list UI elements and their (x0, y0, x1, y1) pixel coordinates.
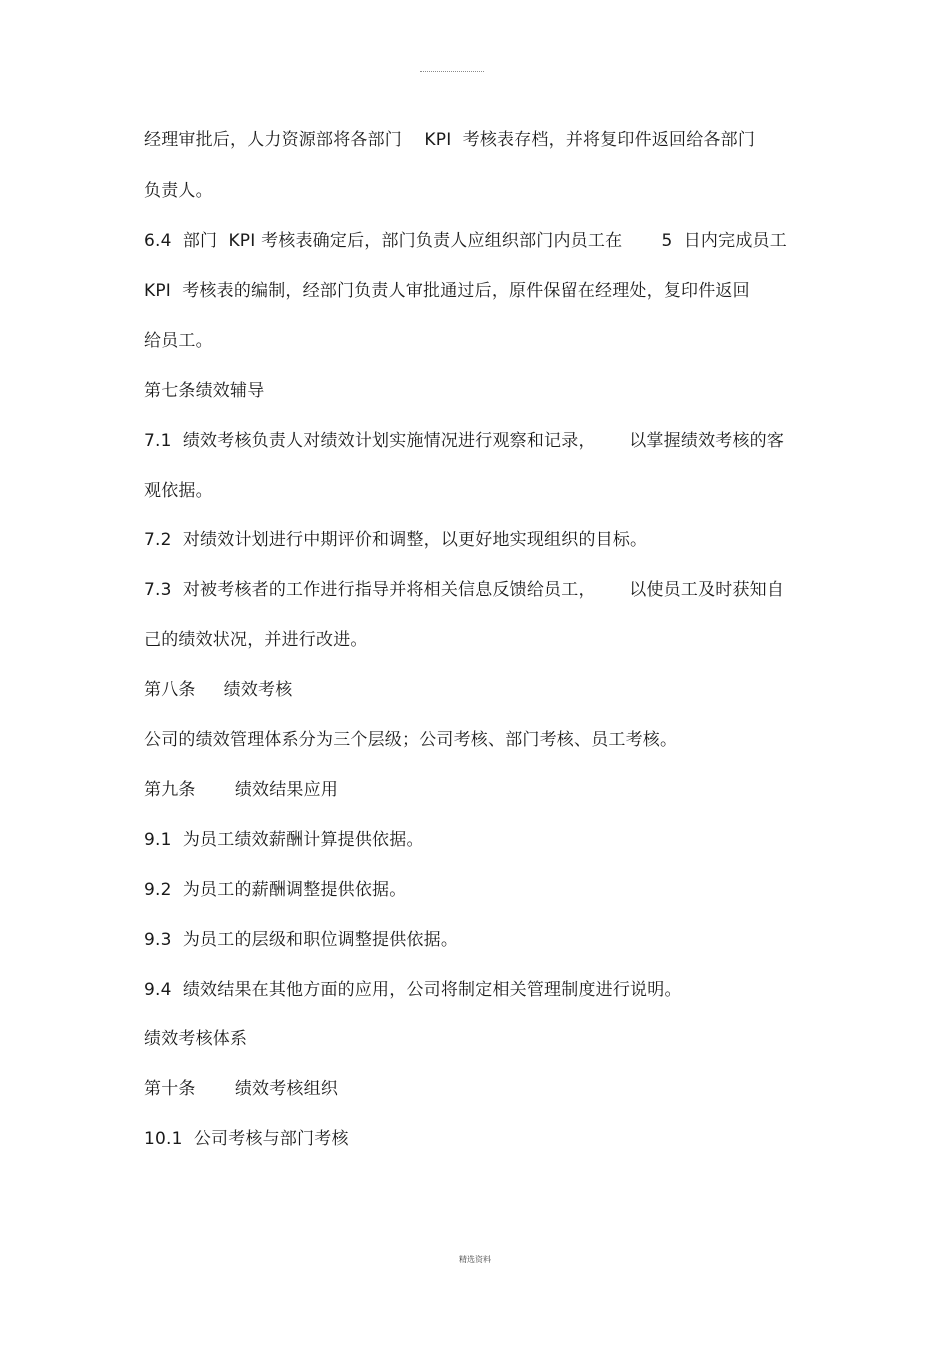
text-line: 7.2 对绩效计划进行中期评价和调整，以更好地实现组织的目标。 (144, 530, 648, 550)
text-line: 公司的绩效管理体系分为三个层级；公司考核、部门考核、员工考核。 (144, 730, 678, 750)
article-heading: 第十条 绩效考核组织 (144, 1079, 339, 1099)
text-line: 7.1 绩效考核负责人对绩效计划实施情况进行观察和记录， 以掌握绩效考核的客 (144, 431, 785, 451)
article-heading: 第七条绩效辅导 (144, 381, 265, 401)
text-line: 9.1 为员工绩效薪酬计算提供依据。 (144, 830, 424, 850)
article-heading: 第九条 绩效结果应用 (144, 780, 339, 800)
page-footer: 精选资料 (459, 1255, 491, 1264)
text-line: 9.2 为员工的薪酬调整提供依据。 (144, 880, 407, 900)
text-line: 负责人。 (144, 181, 213, 201)
text-line: 9.4 绩效结果在其他方面的应用，公司将制定相关管理制度进行说明。 (144, 980, 682, 1000)
text-line: 经理审批后，人力资源部将各部门 KPI 考核表存档，并将复印件返回给各部门 (144, 130, 756, 150)
text-line: KPI 考核表的编制，经部门负责人审批通过后，原件保留在经理处，复印件返回 (144, 281, 750, 301)
text-line: 观依据。 (144, 481, 213, 501)
article-heading: 第八条 绩效考核 (144, 680, 293, 700)
header-rule (420, 71, 484, 72)
text-line: 己的绩效状况，并进行改进。 (144, 630, 368, 650)
text-line: 7.3 对被考核者的工作进行指导并将相关信息反馈给员工， 以使员工及时获知自 (144, 580, 785, 600)
text-line: 10.1 公司考核与部门考核 (144, 1129, 349, 1149)
text-line: 6.4 部门 KPI 考核表确定后，部门负责人应组织部门内员工在 5 日内完成员工 (144, 231, 787, 251)
text-line: 9.3 为员工的层级和职位调整提供依据。 (144, 930, 459, 950)
text-line: 给员工。 (144, 331, 213, 351)
section-heading: 绩效考核体系 (144, 1029, 248, 1049)
